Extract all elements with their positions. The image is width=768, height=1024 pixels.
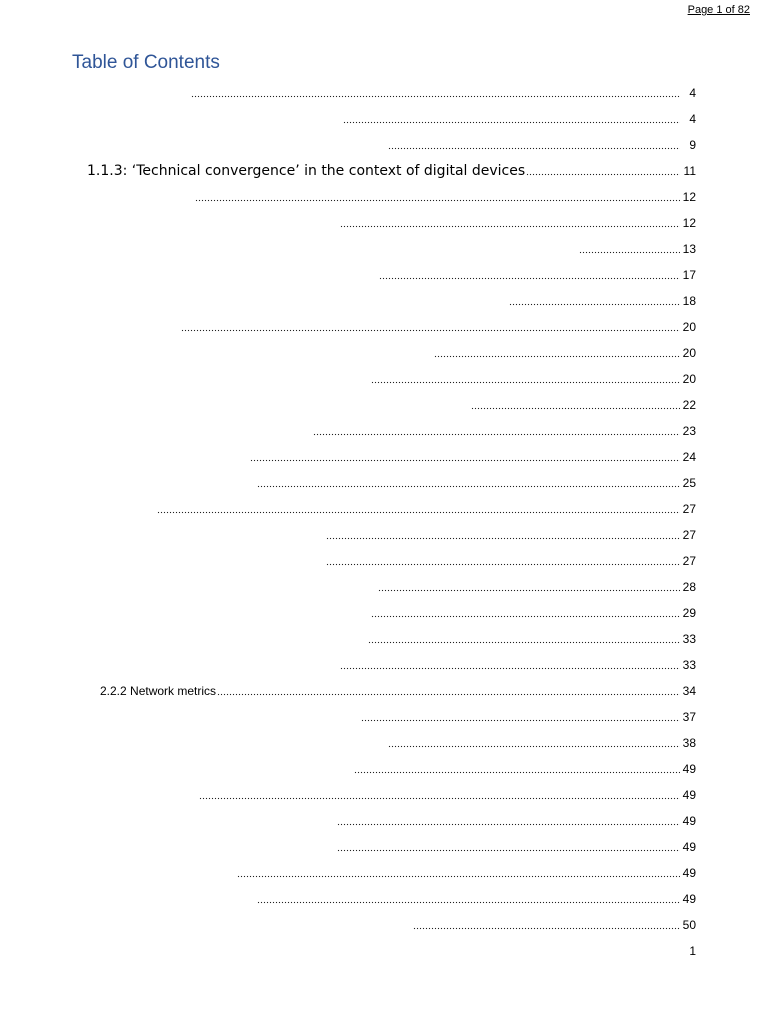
toc-entry[interactable] bbox=[339, 648, 696, 672]
toc-entry-page: 38 bbox=[682, 736, 696, 750]
toc-entry-page: 24 bbox=[682, 450, 696, 464]
toc-dot-leader bbox=[379, 276, 680, 280]
toc-dot-leader bbox=[371, 380, 680, 384]
toc-entry[interactable] bbox=[236, 856, 696, 880]
toc-dot-leader bbox=[195, 198, 680, 202]
toc-entry-page: 34 bbox=[682, 684, 696, 698]
toc-dot-leader bbox=[191, 94, 680, 98]
toc-entry-page: 27 bbox=[682, 502, 696, 516]
toc-entry[interactable] bbox=[387, 726, 696, 750]
toc-entry-page: 22 bbox=[682, 398, 696, 412]
toc-entry-page: 49 bbox=[682, 788, 696, 802]
toc-entry-page: 23 bbox=[682, 424, 696, 438]
toc-entry-page: 17 bbox=[682, 268, 696, 282]
toc-entry[interactable] bbox=[339, 206, 696, 230]
toc-entry-page: 11 bbox=[683, 164, 696, 178]
toc-entry-page: 4 bbox=[689, 112, 696, 126]
toc-dot-leader bbox=[237, 874, 680, 878]
toc-dot-leader bbox=[257, 900, 680, 904]
toc-entry-page: 12 bbox=[682, 190, 696, 204]
toc-title: Table of Contents bbox=[72, 52, 220, 73]
toc-entry[interactable] bbox=[367, 622, 696, 646]
toc-entry[interactable] bbox=[353, 752, 696, 776]
toc-entry-page: 49 bbox=[682, 840, 696, 854]
toc-entry-page: 37 bbox=[682, 710, 696, 724]
toc-dot-leader bbox=[343, 120, 680, 124]
toc-entry-page: 28 bbox=[682, 580, 696, 594]
toc-entry[interactable] bbox=[325, 544, 696, 568]
toc-entry[interactable] bbox=[470, 388, 696, 412]
toc-dot-leader bbox=[434, 354, 680, 358]
toc-dot-leader bbox=[371, 614, 680, 618]
toc-entry[interactable] bbox=[370, 362, 696, 386]
toc-entry[interactable] bbox=[87, 154, 696, 178]
toc-entry[interactable] bbox=[377, 570, 696, 594]
toc-dot-leader bbox=[526, 172, 680, 176]
toc-entry[interactable] bbox=[190, 76, 696, 100]
toc-entry-page: 33 bbox=[682, 632, 696, 646]
toc-entry-page: 50 bbox=[682, 918, 696, 932]
toc-dot-leader bbox=[337, 848, 680, 852]
toc-entry[interactable] bbox=[342, 102, 696, 126]
toc-entry[interactable] bbox=[249, 440, 696, 464]
toc-entry[interactable] bbox=[325, 518, 696, 542]
toc-entry[interactable] bbox=[508, 284, 696, 308]
toc-dot-leader bbox=[181, 328, 680, 332]
footer-page-number: 1 bbox=[689, 944, 696, 958]
toc-entry[interactable] bbox=[156, 492, 696, 516]
toc-dot-leader bbox=[388, 146, 680, 150]
toc-dot-leader bbox=[199, 796, 680, 800]
toc-entry-page: 20 bbox=[682, 372, 696, 386]
toc-entry-page: 20 bbox=[682, 320, 696, 334]
toc-entry[interactable] bbox=[336, 804, 696, 828]
toc-entry-page: 49 bbox=[682, 762, 696, 776]
toc-entry-page: 49 bbox=[682, 892, 696, 906]
toc-dot-leader bbox=[326, 562, 680, 566]
toc-dot-leader bbox=[217, 692, 680, 696]
toc-entry[interactable] bbox=[312, 414, 696, 438]
toc-dot-leader bbox=[378, 588, 680, 592]
toc-entry[interactable] bbox=[370, 596, 696, 620]
toc-entry-label: 1.1.3: ‘Technical convergence’ in the context of digital devices bbox=[87, 163, 526, 179]
toc-entry[interactable] bbox=[100, 674, 696, 698]
toc-entry-page: 49 bbox=[682, 814, 696, 828]
toc-entry[interactable] bbox=[198, 778, 696, 802]
toc-dot-leader bbox=[250, 458, 680, 462]
toc-entry[interactable] bbox=[256, 882, 696, 906]
toc-dot-leader bbox=[257, 484, 680, 488]
toc-dot-leader bbox=[340, 666, 680, 670]
toc-dot-leader bbox=[579, 250, 680, 254]
toc-entry[interactable] bbox=[387, 128, 696, 152]
toc-entry[interactable] bbox=[578, 232, 696, 256]
toc-entry[interactable] bbox=[194, 180, 696, 204]
toc-entry-page: 18 bbox=[682, 294, 696, 308]
toc-entry-page: 27 bbox=[682, 554, 696, 568]
toc-entry-label: 2.2.2 Network metrics bbox=[100, 684, 217, 698]
toc-entry[interactable] bbox=[256, 466, 696, 490]
toc-entry-page: 27 bbox=[682, 528, 696, 542]
toc-dot-leader bbox=[368, 640, 680, 644]
toc-entry[interactable] bbox=[433, 336, 696, 360]
toc-entry-page: 13 bbox=[682, 242, 696, 256]
toc-entry[interactable] bbox=[360, 700, 696, 724]
toc-entry-page: 25 bbox=[682, 476, 696, 490]
toc-entry[interactable] bbox=[378, 258, 696, 282]
toc-dot-leader bbox=[337, 822, 680, 826]
toc-dot-leader bbox=[509, 302, 680, 306]
toc-dot-leader bbox=[471, 406, 680, 410]
toc-entry-page: 33 bbox=[682, 658, 696, 672]
toc-dot-leader bbox=[388, 744, 680, 748]
toc-entry-page: 9 bbox=[689, 138, 696, 152]
toc-dot-leader bbox=[326, 536, 680, 540]
toc-entry-page: 4 bbox=[689, 86, 696, 100]
toc-entry[interactable] bbox=[180, 310, 696, 334]
toc-dot-leader bbox=[313, 432, 680, 436]
toc-entry-page: 12 bbox=[682, 216, 696, 230]
toc-entry-page: 29 bbox=[682, 606, 696, 620]
toc-entry[interactable] bbox=[336, 830, 696, 854]
toc-entry-page: 49 bbox=[682, 866, 696, 880]
toc-dot-leader bbox=[354, 770, 680, 774]
toc-dot-leader bbox=[413, 926, 680, 930]
toc-entry-page: 20 bbox=[682, 346, 696, 360]
toc-entry[interactable] bbox=[412, 908, 696, 932]
toc-dot-leader bbox=[340, 224, 680, 228]
toc-dot-leader bbox=[157, 510, 680, 514]
page-indicator: Page 1 of 82 bbox=[687, 4, 750, 16]
toc-dot-leader bbox=[361, 718, 680, 722]
